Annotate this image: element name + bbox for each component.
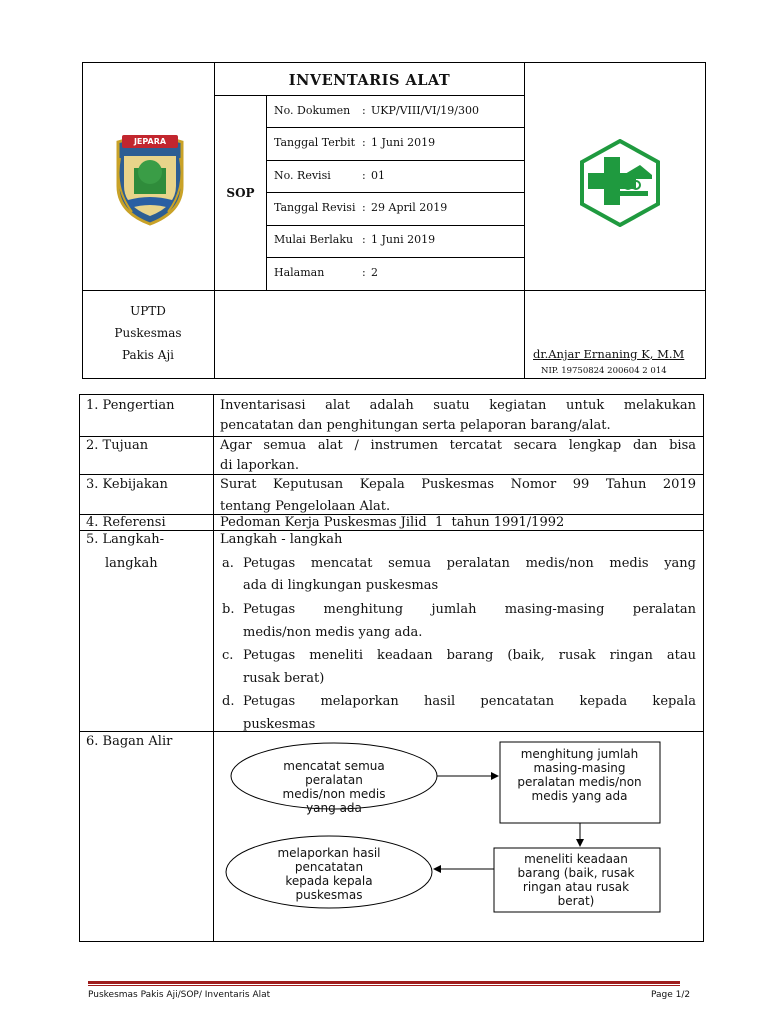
row-value: 2: [371, 266, 378, 279]
flow-node-text: masing-masing: [533, 761, 626, 775]
page-number: Page 1/2: [651, 990, 691, 1000]
step-marker: a.: [222, 556, 234, 571]
section-label: langkah: [105, 556, 158, 571]
divider: [266, 127, 524, 128]
flow-node-2: [502, 747, 657, 803]
row-label: Halaman: [274, 266, 325, 279]
row-label: Tanggal Terbit: [274, 136, 356, 149]
row-value: 29 April 2019: [371, 201, 448, 214]
flow-node-text: meneliti keadaan: [524, 852, 628, 866]
section-text: di laporkan.: [220, 458, 300, 473]
step-marker: b.: [222, 602, 235, 617]
section-label: 5. Langkah-: [86, 532, 165, 547]
section-text: Inventarisasi alat adalah suatu kegiatan untuk melakukan: [220, 398, 696, 413]
flow-node-4: [249, 846, 409, 902]
row-sep: :: [362, 201, 366, 214]
organization: [82, 290, 214, 366]
row-sep: :: [362, 136, 366, 149]
flow-node-text: mencatat semua: [283, 759, 385, 773]
flow-node-text: kepada kepala: [285, 874, 373, 888]
footer-left: Puskesmas Pakis Aji/SOP/ Inventaris Alat: [88, 990, 271, 1000]
section-label: 4. Referensi: [86, 515, 166, 530]
steps-intro: Langkah - langkah: [220, 532, 343, 547]
divider: [524, 62, 525, 379]
org-line: UPTD: [130, 304, 166, 318]
row-label: No. Dokumen: [274, 104, 351, 117]
flow-node-text: puskesmas: [295, 888, 363, 902]
flow-node-text: barang (baik, rusak: [517, 866, 635, 880]
divider: [266, 257, 524, 258]
step-text: puskesmas: [243, 717, 316, 732]
flow-node-text: peralatan medis/non: [517, 775, 642, 789]
row-value: 01: [371, 169, 385, 182]
step-text: Petugas menghitung jumlah masing-masing peralatan: [243, 602, 696, 617]
section-label: 6. Bagan Alir: [86, 734, 173, 749]
flow-node-1: [254, 759, 414, 815]
flow-node-text: pencatatan: [294, 860, 364, 874]
row-label: Mulai Berlaku: [274, 233, 354, 246]
section-label: 2. Tujuan: [86, 438, 149, 453]
puskesmas-logo: [576, 139, 664, 227]
document-title: INVENTARIS ALAT: [288, 72, 451, 89]
divider: [79, 530, 704, 531]
jepara-logo: [112, 128, 188, 228]
row-label: No. Revisi: [274, 169, 331, 182]
section-text: Pedoman Kerja Puskesmas Jilid 1 tahun 1991/1992: [220, 515, 565, 530]
step-text: ada di lingkungan puskesmas: [243, 578, 439, 593]
section-text: Surat Keputusan Kepala Puskesmas Nomor 99 Tahun 2019: [220, 477, 696, 492]
logo-text: JEPARA: [133, 137, 167, 146]
section-text: Agar semua alat / instrumen tercatat secara lengkap dan bisa: [220, 438, 696, 453]
flow-node-3: [496, 852, 656, 908]
footer-rule: [88, 981, 680, 984]
section-label: 3. Kebijakan: [86, 477, 168, 492]
step-marker: c.: [222, 648, 234, 663]
flow-node-text: ringan atau rusak: [522, 880, 630, 894]
divider: [266, 192, 524, 193]
row-label: Tanggal Revisi: [274, 201, 356, 214]
step-text: Petugas melaporkan hasil pencatatan kepada kepala: [243, 694, 696, 709]
row-value: 1 Juni 2019: [371, 136, 436, 149]
signer-nip: NIP. 19750824 200604 2 014: [541, 366, 667, 376]
section-text: tentang Pengelolaan Alat.: [220, 499, 391, 514]
step-text: rusak berat): [243, 671, 325, 686]
divider: [266, 160, 524, 161]
row-sep: :: [362, 169, 366, 182]
flow-node-text: peralatan: [305, 773, 363, 787]
signer-name: dr.Anjar Ernaning K, M.M: [533, 347, 685, 361]
row-value: 1 Juni 2019: [371, 233, 436, 246]
step-text: medis/non medis yang ada.: [243, 625, 423, 640]
row-value: UKP/VIII/VI/19/300: [371, 104, 479, 117]
divider: [266, 225, 524, 226]
flow-node-text: yang ada: [306, 801, 362, 815]
row-sep: :: [362, 104, 366, 117]
footer-rule: [88, 985, 680, 986]
flow-node-text: melaporkan hasil: [277, 846, 381, 860]
step-marker: d.: [222, 694, 235, 709]
sop-label: SOP: [226, 185, 255, 200]
flow-node-text: medis/non medis: [282, 787, 386, 801]
flow-node-text: medis yang ada: [531, 789, 628, 803]
flow-node-text: menghitung jumlah: [520, 747, 639, 761]
divider: [79, 474, 704, 475]
step-text: Petugas meneliti keadaan barang (baik, rusak ringan atau: [243, 648, 696, 663]
section-text: pencatatan dan penghitungan serta pelaporan barang/alat.: [220, 418, 611, 433]
flow-node-text: berat): [557, 894, 595, 908]
step-text: Petugas mencatat semua peralatan medis/non medis yang: [243, 556, 696, 571]
row-sep: :: [362, 266, 366, 279]
org-line: Pakis Aji: [122, 348, 174, 362]
org-line: Puskesmas: [114, 326, 182, 340]
row-sep: :: [362, 233, 366, 246]
divider: [79, 436, 704, 437]
section-label: 1. Pengertian: [86, 398, 175, 413]
